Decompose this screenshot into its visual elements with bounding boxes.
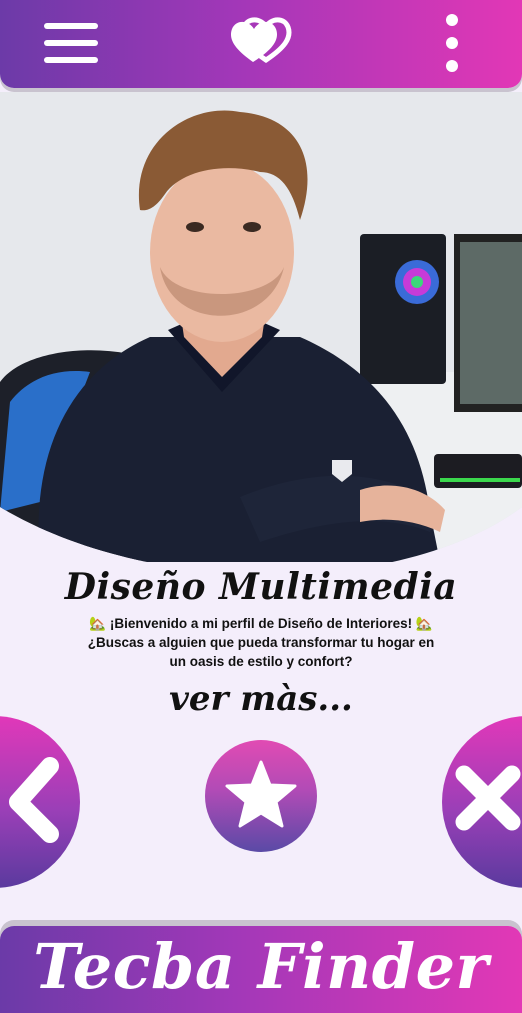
double-heart-icon — [226, 10, 298, 68]
app-footer — [0, 926, 522, 1013]
back-button[interactable] — [0, 716, 80, 888]
star-icon — [205, 740, 317, 852]
menu-button[interactable] — [44, 20, 100, 66]
profile-description: 🏡 ¡Bienvenido a mi perfil de Diseño de Interiores! 🏡 ¿Buscas a alguien que pueda transformar tu hogar en un oasis de estilo y confort? — [87, 616, 435, 669]
chevron-left-icon — [0, 716, 80, 888]
more-options-button[interactable] — [440, 12, 464, 76]
see-more-link[interactable]: ver màs... — [169, 679, 353, 719]
profile-info — [0, 566, 522, 719]
brand-name: Tecba Finder — [33, 930, 489, 1003]
profile-photo — [0, 92, 522, 562]
close-icon — [442, 716, 522, 888]
profile-title: Diseño Multimedia — [64, 566, 458, 608]
hamburger-menu-icon — [44, 23, 98, 29]
app-header — [0, 0, 522, 88]
dismiss-button[interactable] — [442, 716, 522, 888]
vertical-dots-icon — [446, 14, 458, 26]
favorite-button[interactable] — [205, 740, 317, 852]
